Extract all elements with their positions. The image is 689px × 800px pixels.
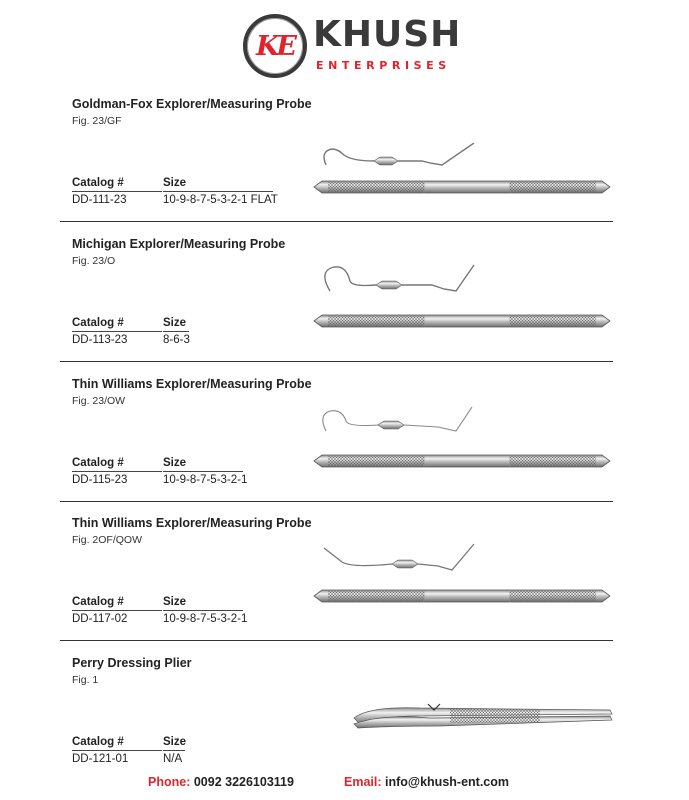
product-title: Perry Dressing Plier — [72, 656, 192, 670]
size-value: N/A — [163, 753, 183, 765]
header-rule — [72, 610, 162, 611]
header-rule — [163, 750, 185, 751]
phone-number: 0092 3226103119 — [193, 775, 294, 789]
email-address[interactable]: info@khush-ent.com — [385, 775, 509, 789]
logo-subtitle: ENTERPRISES — [316, 59, 451, 72]
catalog-header: Catalog # — [72, 317, 124, 329]
catalog-number: DD-121-01 — [72, 753, 129, 765]
size-value: 10-9-8-7-5-3-2-1 — [163, 613, 248, 625]
size-header: Size — [163, 736, 187, 748]
logo-mark-text: KE — [255, 30, 295, 62]
header-rule — [72, 191, 162, 192]
catalog-header: Catalog # — [72, 596, 124, 608]
catalog-header: Catalog # — [72, 736, 124, 748]
company-logo — [243, 14, 462, 82]
product-figure: Fig. 23/O — [72, 255, 116, 267]
product-figure: Fig. 23/GF — [72, 115, 122, 127]
probe-instrument-image — [312, 401, 612, 473]
probe-instrument-image — [312, 540, 612, 612]
product-figure: Fig. 23/OW — [72, 395, 126, 407]
probe-instrument-image — [312, 143, 612, 203]
plier-instrument-image — [350, 696, 620, 736]
phone-label: Phone: — [148, 775, 191, 789]
product-title: Thin Williams Explorer/Measuring Probe — [72, 377, 312, 391]
catalog-number: DD-117-02 — [72, 613, 128, 625]
product-title: Michigan Explorer/Measuring Probe — [72, 237, 286, 251]
probe-instrument-image — [312, 261, 612, 333]
product-figure: Fig. 2OF/QOW — [72, 534, 143, 546]
header-rule — [163, 191, 273, 192]
email-contact — [344, 775, 509, 789]
size-header: Size — [163, 177, 187, 189]
size-header: Size — [163, 596, 187, 608]
header-rule — [72, 471, 162, 472]
email-label: Email: — [344, 775, 382, 789]
product-title: Thin Williams Explorer/Measuring Probe — [72, 516, 312, 530]
size-value: 10-9-8-7-5-3-2-1 — [163, 474, 248, 486]
section-divider — [60, 640, 613, 641]
header-rule — [163, 471, 243, 472]
size-header: Size — [163, 457, 187, 469]
product-figure: Fig. 1 — [72, 674, 99, 686]
size-value: 10-9-8-7-5-3-2-1 FLAT — [163, 194, 278, 206]
section-divider — [60, 501, 613, 502]
size-value: 8-6-3 — [163, 334, 190, 346]
catalog-number: DD-115-23 — [72, 474, 128, 486]
section-divider — [60, 221, 613, 222]
phone-contact — [148, 775, 294, 789]
catalog-header: Catalog # — [72, 177, 124, 189]
logo-mark — [243, 14, 307, 78]
header-rule — [163, 610, 243, 611]
header-rule — [163, 331, 189, 332]
catalog-number: DD-111-23 — [72, 194, 127, 206]
header-rule — [72, 750, 162, 751]
logo-company-name: KHUSH — [313, 14, 462, 55]
header-rule — [72, 331, 162, 332]
size-header: Size — [163, 317, 187, 329]
catalog-number: DD-113-23 — [72, 334, 128, 346]
catalog-header: Catalog # — [72, 457, 124, 469]
section-divider — [60, 361, 613, 362]
product-title: Goldman-Fox Explorer/Measuring Probe — [72, 97, 312, 111]
